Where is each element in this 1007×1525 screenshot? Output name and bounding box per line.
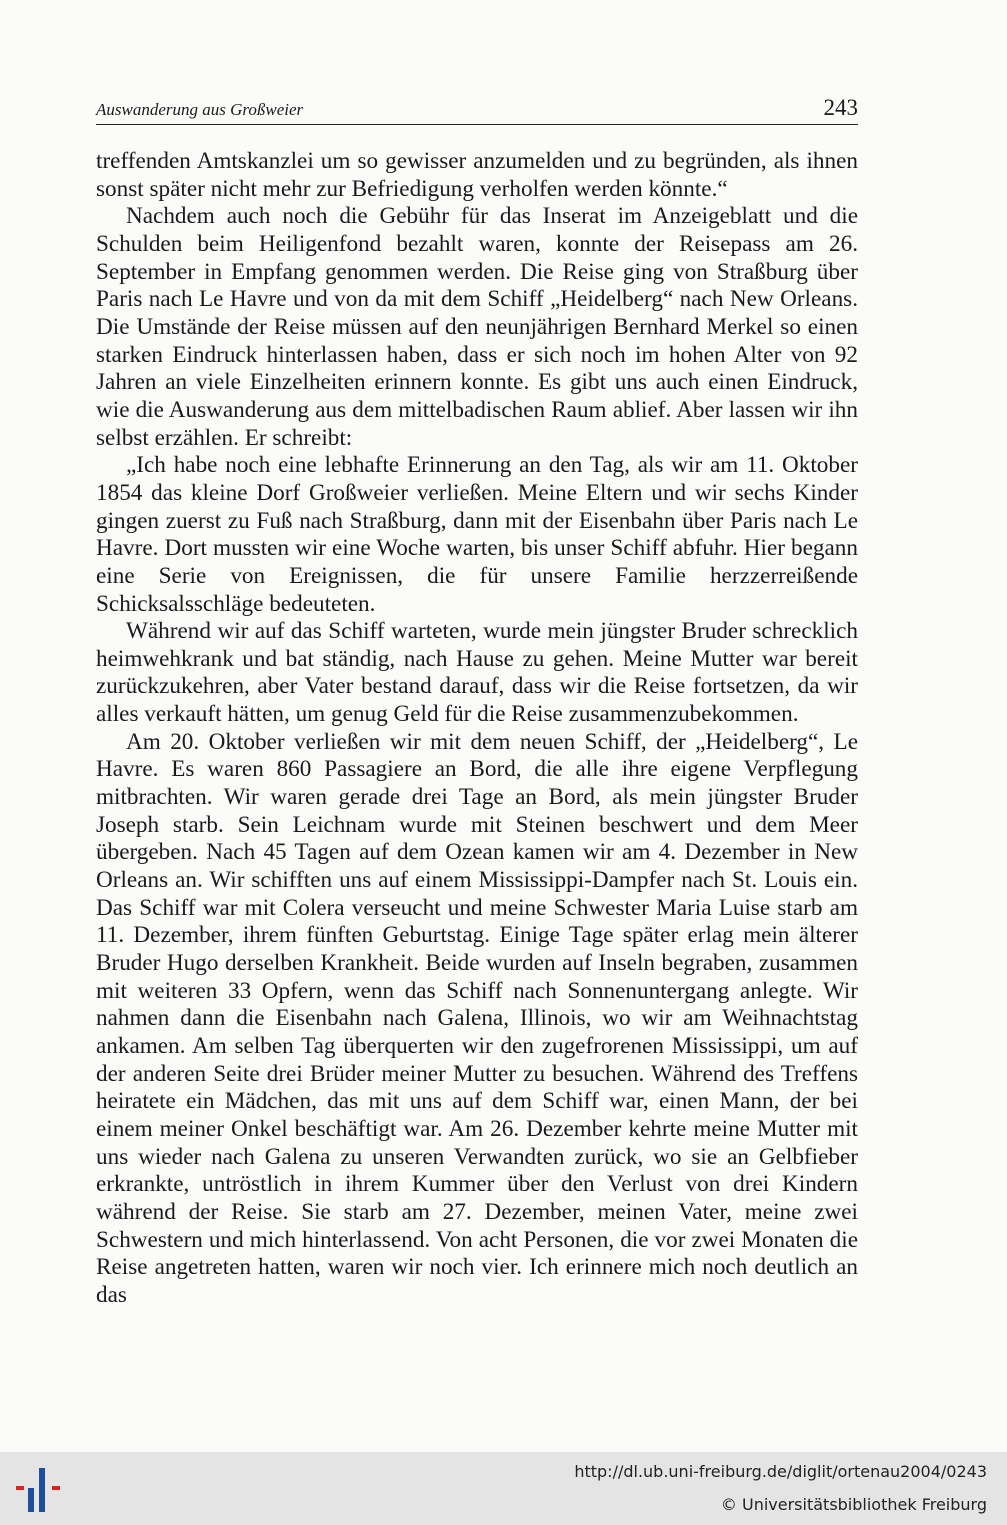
paragraph: Nachdem auch noch die Gebühr für das Inserat im Anzeigeblatt und die Schulden beim Heiligenfond bezahlt waren, konnte der Reisepass am 26. September in Empfang genommen werden. Die Reise ging von Straßburg über Paris nach Le Havre und von da mit dem Schiff „Heidelberg“ nach New Orleans. Die Umstände der Reise müssen auf den neunjährigen Bernhard Merkel so einen starken Eindruck hinterlassen haben, dass er sich noch im hohen Alter von 92 Jahren an viele Einzelheiten erinnern konnte. Es gibt uns auch einen Eindruck, wie die Auswanderung aus dem mittelbadischen Raum ablief. Aber lassen wir ihn selbst erzählen. Er schreibt: bbox=[96, 203, 858, 451]
ub-freiburg-logo-icon bbox=[14, 1466, 64, 1514]
paragraph: Am 20. Oktober verließen wir mit dem neuen Schiff, der „Heidelberg“, Le Havre. Es waren 860 Passagiere an Bord, die alle ihre eigene Verpflegung mitbrachten. Wir waren gerade drei Tage an Bord, als mein jüngster Bruder Joseph starb. Sein Leichnam wurde mit Steinen beschwert und dem Meer übergeben. Nach 45 Tagen auf dem Ozean kamen wir am 4. Dezember in New Orleans an. Wir schifften uns auf einem Mississippi-Dampfer nach St. Louis ein. Das Schiff war mit Colera verseucht und meine Schwester Maria Luise starb am 11. Dezember, ihrem fünften Geburtstag. Einige Tage später erlag mein älterer Bruder Hugo derselben Krankheit. Beide wurden auf Inseln begraben, zusammen mit weiteren 33 Opfern, wenn das Schiff nach Sonnenuntergang anlegte. Wir nahmen dann die Eisenbahn nach Galena, Illinois, wo wir am Weihnachtstag ankamen. Am selben Tag überquerten wir den zugefrorenen Mississippi, um auf der anderen Seite drei Brüder meiner Mutter zu besuchen. Während des Treffens heiratete ein Mädchen, das mit uns auf dem Schiff war, einen Mann, der bei einem meiner Onkel beschäftigt war. Am 26. Dezember kehrte meine Mutter mit uns wieder nach Galena zu unseren Verwandten zurück, wo sie an Gelbfieber erkrankte, untröstlich in ihrem Kummer über den Verlust von drei Kindern während der Reise. Sie starb am 27. Dezember, meinen Vater, meine zwei Schwestern und mich hinterlassend. Von acht Personen, die vor zwei Monaten die Reise angetreten hatten, waren wir noch vier. Ich erinnere mich noch deutlich an das bbox=[96, 728, 858, 1308]
permalink-url[interactable]: http://dl.ub.uni-freiburg.de/diglit/ortenau2004/0243 bbox=[574, 1462, 987, 1481]
running-title: Auswanderung aus Großweier bbox=[96, 100, 304, 119]
paragraph: treffenden Amtskanzlei um so gewisser anzumelden und zu begründen, als ihnen sonst später nicht mehr zur Befriedigung verholfen werden könnte.“ bbox=[96, 148, 858, 202]
copyright-notice: © Universitätsbibliothek Freiburg bbox=[720, 1495, 987, 1514]
page-number: 243 bbox=[823, 95, 858, 120]
body-text bbox=[96, 148, 858, 1310]
paragraph: „Ich habe noch eine lebhafte Erinnerung an den Tag, als wir am 11. Oktober 1854 das kleine Dorf Großweier verließen. Meine Eltern und wir sechs Kinder gingen zuerst zu Fuß nach Straßburg, dann mit der Eisenbahn über Paris nach Le Havre. Dort mussten wir eine Woche warten, bis unser Schiff abfuhr. Hier begann eine Serie von Ereignissen, die für unsere Familie herzzerreißende Schicksalsschläge bedeuteten. bbox=[96, 452, 858, 617]
paragraph: Während wir auf das Schiff warteten, wurde mein jüngster Bruder schrecklich heimwehkrank und bat ständig, nach Hause zu gehen. Meine Mutter war bereit zurückzukehren, aber Vater bestand darauf, dass wir die Reise fortsetzen, da wir alles verkauft hätten, um genug Geld für die Reise zusammenzubekommen. bbox=[96, 618, 858, 728]
running-head bbox=[96, 92, 858, 125]
viewer-footer bbox=[0, 1452, 1007, 1525]
